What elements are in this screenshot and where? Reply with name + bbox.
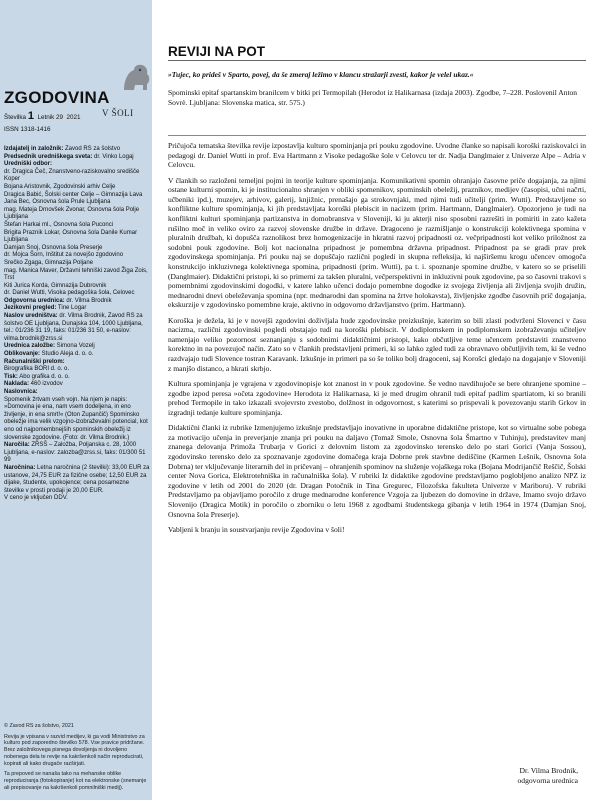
copyright-line: Revija je vpisana v razvid medijev, ki ga vodi Ministrstvo za kulturo pod zaporedno številko 578. Vse pravice pridržane. Brez založnikovega pisnega dovoljenja ni dovoljeno nobenega dela te revije na kakršenkoli način reproducirati, kopirati ali kako drugače razširjati. <box>4 733 145 767</box>
signature-name: Dr. Vilma Brodnik, <box>519 766 578 775</box>
imprint-line <box>4 283 150 291</box>
journal-logo <box>4 88 152 128</box>
imprint-value: Damjan Snoj, Osnovna šola Preserje <box>4 244 103 251</box>
imprint-value: Zavod RS za šolstvo <box>63 146 121 152</box>
imprint-line <box>4 343 150 351</box>
imprint-line <box>4 381 150 389</box>
imprint-key: Naklada: <box>4 381 30 388</box>
imprint-value: dr. Vilma Brodnik <box>64 297 112 304</box>
copyright-line: Ta prepoved se nanaša tako na mehanske oblike reproduciranja (fotokopiranje) kot na elektronske (snemanje ali prepisovanje na kakršenkoli pomnilniški medij). <box>4 771 147 791</box>
imprint-value: dr. Daniel Wutti, Visoka pedagoška šola, Celovec <box>4 290 135 297</box>
imprint-line <box>4 199 150 207</box>
imprint-line <box>4 260 150 268</box>
imprint-value: Dragica Babić, Šolski center Celje – Gimnazija Lava <box>4 191 143 198</box>
paragraph: Vabljeni k branju in soustvarjanju revije Zgodovina v šoli! <box>168 524 345 534</box>
imprint-key: Predsednik uredniškega sveta: <box>4 153 93 160</box>
imprint-line <box>4 313 150 343</box>
imprint-key: Jezikovni pregled: <box>4 305 57 312</box>
imprint-line <box>4 268 150 283</box>
imprint-line <box>4 351 150 359</box>
imprint-line <box>4 154 150 162</box>
imprint-key: Urednica založbe: <box>4 343 56 350</box>
imprint-value: dr. Vinko Logaj <box>92 153 134 160</box>
paragraph: Kultura spominjanja je vgrajena v zgodovinopisje kot znanost in v pouk zgodovine. Še vedno navdihujoče se bere ohranjene spomine – zgodbe izpod peresa »očeta zgodovine« Herodota iz Halikarnasa, ki je med drugim ohranil tudi epitaf padlim spartiatom, ki so branili prehod Termopile in tako izkazali svojevrsto zvestobo, dolžnost in odgovornost, s katerimi so prispevali k povezovanju starih Grkov in izgradnji tedanje kulture spominjanja. <box>168 379 586 417</box>
page-title: REVIJI NA POT <box>168 44 266 59</box>
editorial <box>168 0 586 800</box>
imprint-line <box>4 230 150 245</box>
imprint-key: Naslovnica: <box>4 389 38 395</box>
issue-year: 2021 <box>66 114 81 121</box>
article-body <box>168 141 586 540</box>
imprint-line <box>4 184 150 192</box>
imprint-value: Brigita Praznik Lokar, Osnovna šola Danile Kumar Ljubljana <box>4 229 138 244</box>
issue-label: Številka <box>4 114 27 121</box>
imprint-line <box>4 290 150 298</box>
imprint-value: Jana Bec, Osnovna šola Prule Ljubljana <box>4 199 111 206</box>
imprint-key: Naročila: <box>4 442 30 449</box>
imprint-line <box>4 495 150 503</box>
imprint-line <box>4 366 150 374</box>
imprint-value: Bojana Aristovnik, Zgodovinski arhiv Celje <box>4 183 116 190</box>
imprint-value: dr. Vilma Brodnik, Zavod RS za šolstvo OE Ljubljana, Dunajska 104, 1000 Ljubljana, tel.: 01/236 31 19, faks: 01/236 31 50, e-naslov: vilma.brodnik@zrss.si <box>4 313 143 342</box>
imprint-line <box>4 359 150 367</box>
imprint-line <box>4 161 150 169</box>
signature <box>378 766 578 785</box>
imprint-key: Naročnina: <box>4 464 36 471</box>
imprint-value: Spomenik žrtvam vseh vojn. Na njem je napis: »Domovina je ena, nam vsem dodeljena, in eno življenje, in ena smrt!« (Oton Zupančič) Spominsko obeležje ima velik vzgojno-izobraževalni potencial, kot eno od najpomembnejših spominskih obeležij iz slovenske zgodovine. (Foto: dr. Vilma Brodnik.) <box>4 396 148 441</box>
imprint-line <box>4 169 150 184</box>
imprint-line <box>4 442 150 465</box>
imprint-value: dr. Mojca Šorn, Inštitut za novejšo zgodovino <box>4 252 124 259</box>
epigraph: »Tujec, ko prideš v Sparto, povej, da še zmeraj ležimo v klancu stražarji zvesti, kakor je velel ukaz.« <box>168 70 474 79</box>
copyright-line: © Zavod RS za šolstvo, 2021 <box>4 723 74 729</box>
issue-info <box>4 110 150 122</box>
imprint-line <box>4 298 150 306</box>
imprint-value: mag. Mateja Drnovšek Zvonar, Osnovna šola Polje Ljubljana <box>4 206 140 221</box>
imprint-value: Kiti Jurica Korda, Gimnazija Dubrovnik <box>4 282 107 289</box>
imprint-line <box>4 397 150 443</box>
imprint-key: Izdajatelj in založnik: <box>4 146 64 152</box>
issue-number: 1 <box>27 110 34 122</box>
copyright-block <box>4 723 150 791</box>
imprint-line <box>4 252 150 260</box>
imprint-key: Naslov uredništva: <box>4 313 58 320</box>
imprint-line <box>4 207 150 222</box>
imprint-line <box>4 305 150 313</box>
imprint-value: Tine Logar <box>56 305 87 312</box>
imprint-key: Tisk: <box>4 373 18 380</box>
epigraph-divider <box>168 135 586 136</box>
epigraph-source: Spominski epitaf spartanskim branilcem v bitki pri Termopilah (Herodot iz Halikarnasa (izdaja 2003). Zgodbe, 7–228. Poslovenil Anton Sovrè. Ljubljana: Slovenska matica, str. 575.) <box>168 88 578 107</box>
imprint-key: Uredniški odbor: <box>4 161 53 168</box>
imprint-key: Računalniški prelom: <box>4 358 65 365</box>
imprint-value: Simona Vozelj <box>55 343 95 350</box>
imprint-value: 460 izvodov <box>29 381 63 388</box>
imprint-key: Odgovorna urednica: <box>4 297 65 304</box>
imprint-value: Abo grafika d. o. o. <box>17 373 70 380</box>
title-divider <box>168 60 586 61</box>
imprint-value: ZRSŠ – Založba, Poljanska c. 28, 1000 Ljubljana, e-naslov: zalozba@zrss.si, faks: 01/300 51 99 <box>4 442 146 464</box>
imprint-line <box>4 222 150 230</box>
lion-icon <box>120 62 152 92</box>
issn: ISSN 1318-1416 <box>4 126 51 133</box>
signature-role: odgovorna urednica <box>517 775 578 785</box>
logo-title: ZGODOVINA <box>4 88 110 107</box>
imprint-value: Studio Aleja d. o. o. <box>40 351 94 358</box>
imprint-block <box>4 146 150 503</box>
imprint-value: Letna naročnina (2 številki): 33,00 EUR za ustanove, 24,75 EUR za fizične osebe; 12,50 EUR za dijake, študente, upokojence; cena posamezne številke v prosti prodaji je 20,00 EUR. <box>4 464 150 494</box>
paragraph: V člankih so razloženi temeljni pojmi in teorije kulture spominjanja. Komunikativni spomin ohranjajo časovne priče dogajanja, za njimi ostane kulturni spomin, ki je institucionalno shranjen v obliki spomenikov, spominskih obeležij, praznikov, medijev (časopisi, učni načrti, učbeniki ipd.), muzejev, arhivov, galerij, knjižnic, prenašajo ga strokovnjaki, med njimi tudi učitelji (prim. Wutti). Predstavljene so konfliktne kulture spominjanja, ki jih predstavljata koroški plebiscit in nacizem (prim. Hartmann, Danglmaier). Opozorjeno je tudi na konfliktni kulturi spominjanja partizanstva in domobranstva v Sloveniji, ki ju akterji niso sposobni razrešiti in pomiriti in zato kažeta rušilno moč in veliko oviro za razvoj slovenske družbe in države. Dragoceno je razmišljanje o konstrukciji kolektivnega spomina v pluralnih družbah, ki dopušča raznolikost brez homogenizacije in hkratni razvoj pripadnosti oz. večpripadnosti kot veliko priložnost za sodobni pouk zgodovine. Bolj kot nacionalna pripadnost je pomembna državna pripadnost. Pripadnost pa se gradi prav prek zgodovinskega spominjanja. Pri pouku naj se dopuščajo različni pogledi in skupna refleksija, ki najširšemu krogu učencev omogoča konstrukcijo inkluzivnega kolektivnega spomina, pripadnosti (prim. Wutti), pa t. i. spoznanje spomine družbe, v katero so se priselili (Danglmaier). Didaktični pristopi, ki so primerni za takšen pluralni, večperspektivni in inkluzivni pouk zgodovine, pa so časovni trakovi s pomembnimi zgodovinskimi dogodki, v katere lahko učenci dodajo pomembne dogodke iz svojega življenja ali življenja svojih družin, mednarodni dnevi obeleževanja spomina (npr. mednarodni dan spomina na žrtve holokavsta), življenjske zgodbe časovnih prič dogajanja, ekskurzije v zgodovinsko pomembne kraje, aktivno in odgovorno državljanstvo (prim. Hartmann). <box>168 175 586 310</box>
imprint-value: Srečko Zgaga, Gimnazija Poljane <box>4 259 94 266</box>
logo-subtitle: V ŠOLI <box>102 108 134 118</box>
imprint-line <box>4 389 150 397</box>
imprint-line <box>4 146 150 154</box>
paragraph: Pričujoča tematska številka revije izpostavlja kulturo spominjanja pri pouku zgodovine. Uvodne članke so napisali koroški raziskovalci in pedagogi dr. Daniel Wutti in prof. Eva Hartmann z Visoke pedagoške šole v Celovcu ter dr. Nadja Danglmaier z Univerze Alpe – Adria v Celovcu. <box>168 141 586 170</box>
imprint-line <box>4 192 150 200</box>
paragraph: Koroška je dežela, ki je v novejši zgodovini doživljala hude zgodovinske preizkušnje, katerim so bili zlasti podvrženi Slovenci v času nacizma, različni zgodovinski pogledi obstajajo tudi na koroški plebiscit. V dodiplomskem in podiplomskem izobraževanju učiteljev namenjajo veliko pozornost seznanjanju s sodobnimi didaktičnimi pristopi, kako občutljive teme učencem predstaviti znanstveno korektno in na povezujoč način. Zato so v člankih predstavljeni primeri, ki so lahko zgled tudi za obravnavo občutljivih tem, ki še vedno razdvajajo tudi Slovence tostran Karavank. Izkušnje in primeri pa so še toliko bolj dragoceni, saj Korošci gledajo na dogajanje v Sloveniji z manjšo distanco, a hkrati skrbjo. <box>168 315 586 373</box>
sidebar <box>0 0 152 800</box>
imprint-line <box>4 374 150 382</box>
issue-volume: Letnik 29 <box>37 114 63 121</box>
imprint-line <box>4 465 150 495</box>
imprint-key: Oblikovanje: <box>4 351 41 358</box>
imprint-value: V ceno je vključen DDV. <box>4 495 68 502</box>
imprint-value: Štefan Harkai ml., Osnovna šola Puconci <box>4 221 114 228</box>
imprint-value: Birografika BORI d. o. o. <box>4 366 70 373</box>
imprint-value: dr. Dragica Čeč, Znanstveno-raziskovalno središče Koper <box>4 168 140 183</box>
paragraph: Didaktični članki iz rubrike Izmenjujemo izkušnje predstavljajo inovativne in uporabne didaktične pristope, kot so virtualne sobe pobega za motivacijo učenja in preverjanje znanja pri pouku na daljavo (Tomaž Smole, Osnovna šola Šmartno v Tuhinju), predstavitev manj znanega delovanja Primoža Trubarja v Gorici z delovnim listom za zgodovinsko terensko delo po stari Gorici (Vanja Sossou), zgodovinsko terensko delo za spoznavanje zgodovine domačega kraja Dobrne prek stavbne dediščine (Karmen Lešnik, Osnovna šola Dobrna) ter vključevanje literarnih del in pričevanj – ohranjenih spominov na služenje vojaškega roka (Bojana Modrijančič Reščič, Šolski center Nova Gorica, Elektrotehniška in računalniška šola). V rubriki Iz didaktike zgodovine predstavljamo poglobljeno analizo NPZ iz zgodovine v letih od 2001 do 2020 (dr. Dragan Potočnik in Tina Gregurec, Filozofska fakulteta Univerze v Mariboru). V rubriki Predstavljamo pa objavljamo poročilo z druge mednarodne konference Vzgoja za ljubezen do domovine in države, Imamo svojo državo Slovenijo (Dragica Motik) in poročilo o zborniku o letu 1968 z zgodbami študentskega gibanja v letih 1964 in 1974 (Damjan Snoj, Osnovna šola Preserje). <box>168 423 586 519</box>
imprint-value: mag. Manica Maver, Državni tehniški zavod Žiga Zois, Trst <box>4 267 148 282</box>
